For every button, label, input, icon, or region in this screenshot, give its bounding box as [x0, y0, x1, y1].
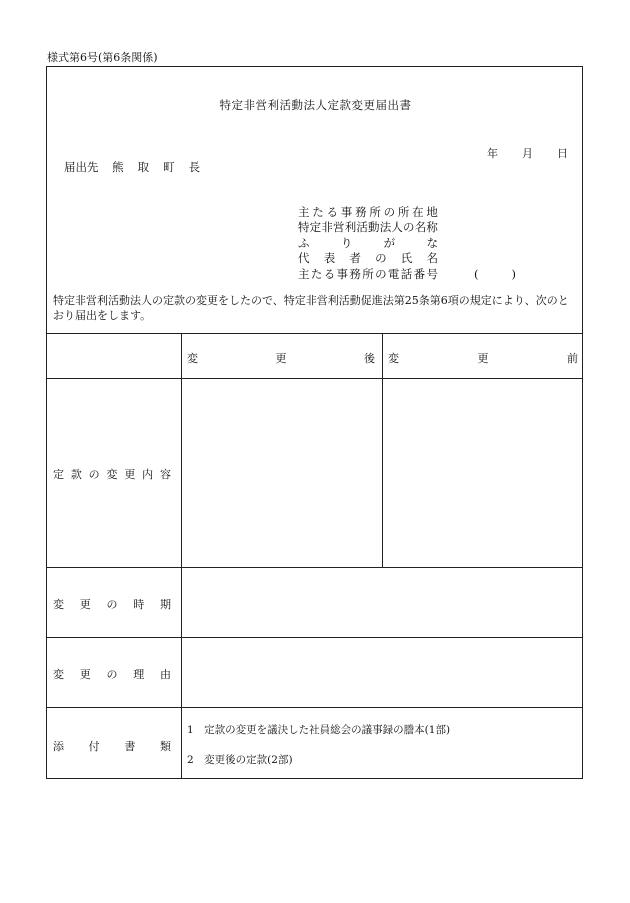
table-divider: [47, 707, 582, 708]
date-month: 月: [522, 147, 533, 160]
form-number-label: 様式第6号(第6条関係): [47, 51, 158, 64]
addressee-prefix: 届出先: [64, 160, 99, 174]
attachments-label: 添 付 書 類: [53, 740, 171, 753]
reason-label: 変 更 の 理 由: [53, 668, 171, 681]
form-frame: [46, 66, 583, 779]
table-divider: [47, 378, 582, 379]
table-column-line: [382, 333, 383, 567]
table-column-line: [181, 333, 182, 779]
representative-label: 代 表 者 の 氏 名: [298, 251, 438, 266]
phone-parens: ( ): [474, 266, 516, 281]
applicant-block: [298, 205, 516, 282]
date-day: 日: [557, 147, 568, 160]
furigana-label: ふ り が な: [298, 235, 438, 250]
phone-label: 主 た る 事 務 所 の 電 話 番 号 ( ): [298, 266, 516, 281]
table-divider: [47, 567, 582, 568]
table-divider: [47, 333, 582, 334]
addressee: [64, 159, 200, 175]
table-divider: [47, 637, 582, 638]
header-before: 変 更 前: [388, 352, 578, 365]
timing-label: 変 更 の 時 期: [53, 598, 171, 611]
date-year: 年: [487, 147, 498, 160]
addressee-name: 熊 取 町 長: [112, 160, 201, 174]
corp-name-label: 特 定 非 営 利 活 動 法 人 の 名 称: [298, 220, 438, 235]
office-address-label: 主 た る 事 務 所 の 所 在 地: [298, 205, 438, 219]
attachment-item: 1 定款の変更を議決した社員総会の議事録の謄本(1部): [187, 724, 451, 736]
content-label: 定 款 の 変 更 内 容: [53, 468, 171, 481]
statement-text: 特定非営利活動法人の定款の変更をしたので、特定非営利活動促進法第25条第6項の規定により、次のとおり届出をします。: [53, 294, 569, 322]
attachment-item: 2 変更後の定款(2部): [187, 754, 293, 766]
header-after: 変 更 後: [187, 352, 375, 365]
form-title: 特定非営利活動法人定款変更届出書: [219, 98, 412, 112]
